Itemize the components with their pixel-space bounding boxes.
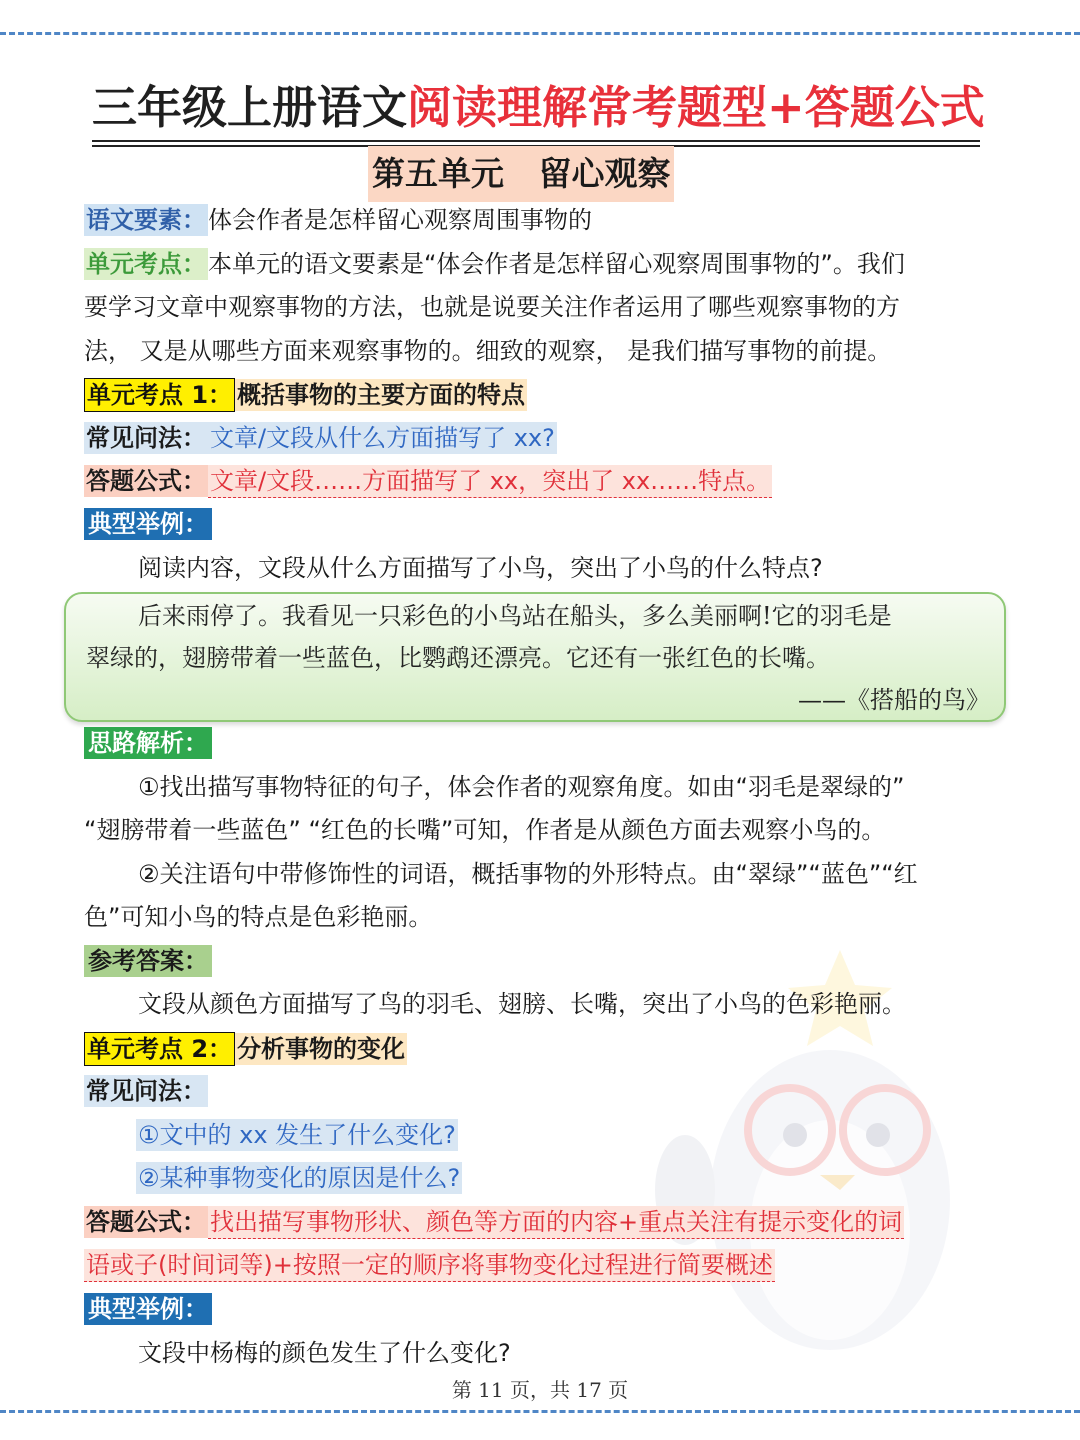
analysis2-line1: ②关注语句中带修饰性的词语，概括事物的外形特点。由“翠绿”“蓝色”“红 [138, 860, 918, 888]
passage-source: ——《搭船的鸟》 [798, 686, 990, 714]
elements-row [84, 204, 1000, 236]
point2-example-label: 典型举例： [84, 1293, 212, 1325]
unit-points-label: 单元考点： [86, 250, 206, 278]
point2-example-row [84, 1293, 1000, 1325]
elements-label: 语文要素： [86, 206, 206, 234]
unit-subtitle: 第五单元 留心观察 [368, 146, 674, 202]
point1-heading [84, 378, 1000, 412]
point2-formula-label: 答题公式： [86, 1208, 206, 1236]
title-underline [92, 140, 980, 142]
unit-points-line3: 法， 又是从哪些方面来观察事物的。细致的观察， 是我们描写事物的前提。 [84, 337, 892, 365]
point1-question-row [84, 422, 1000, 454]
bottom-dashed-border [0, 1410, 1080, 1413]
point2-question2-row [136, 1162, 1000, 1194]
point2-question-row [84, 1075, 1000, 1107]
point1-question-label: 常见问法： [86, 424, 206, 452]
analysis1-line2: “翅膀带着一些蓝色” “红色的长嘴”可知，作者是从颜色方面去观察小鸟的。 [84, 816, 886, 844]
point1-example-label: 典型举例： [84, 508, 212, 540]
passage-box [64, 592, 1006, 722]
point2-question1: ①文中的 xx 发生了什么变化? [138, 1121, 456, 1149]
top-dashed-border [0, 32, 1080, 35]
title-part1: 三年级上册语文 [92, 81, 408, 134]
point1-answer: 文段从颜色方面描写了鸟的羽毛、翅膀、长嘴，突出了小鸟的色彩艳丽。 [138, 990, 906, 1018]
analysis1-line1: ①找出描写事物特征的句子，体会作者的观察角度。如由“羽毛是翠绿的” [138, 773, 905, 801]
point2-label: 单元考点 2： [84, 1032, 235, 1066]
point1-formula-row [84, 465, 1000, 498]
passage-line1: 后来雨停了。我看见一只彩色的小鸟站在船头，多么美丽啊!它的羽毛是 [138, 602, 892, 630]
point1-question: 文章/文段从什么方面描写了 xx? [210, 424, 555, 452]
page-number: 第 11 页，共 17 页 [451, 1378, 629, 1402]
unit-points-line1 [84, 248, 1000, 280]
point2-question1-row [136, 1119, 1000, 1151]
page-title [92, 78, 985, 138]
point2-example-question: 文段中杨梅的颜色发生了什么变化? [138, 1339, 511, 1367]
title-part2: 阅读理解常考题型+答题公式 [407, 81, 985, 134]
point1-label: 单元考点 1： [84, 378, 235, 412]
point2-formula-row [84, 1206, 1000, 1239]
point2-title: 分析事物的变化 [237, 1035, 406, 1063]
point2-formula-line2: 语或子(时间词等)+按照一定的顺序将事物变化过程进行简要概述 [84, 1249, 775, 1282]
analysis2-line2: 色”可知小鸟的特点是色彩艳丽。 [84, 903, 433, 931]
point1-answer-label: 参考答案： [84, 945, 212, 977]
point2-formula-row2 [84, 1249, 1000, 1282]
point2-heading [84, 1032, 1000, 1066]
point1-formula-label: 答题公式： [86, 467, 206, 495]
point1-example-row [84, 508, 1000, 540]
point1-title: 概括事物的主要方面的特点 [237, 381, 526, 409]
unit-points-text1: 本单元的语文要素是“体会作者是怎样留心观察周围事物的”。我们 [208, 250, 905, 278]
point2-formula-line1: 找出描写事物形状、颜色等方面的内容+重点关注有提示变化的词 [208, 1206, 904, 1239]
point2-question-label: 常见问法： [86, 1077, 206, 1105]
point1-answer-row [84, 945, 1000, 977]
point1-analysis-row [84, 727, 1000, 759]
point1-example-question: 阅读内容，文段从什么方面描写了小鸟，突出了小鸟的什么特点? [138, 554, 823, 582]
unit-points-line2: 要学习文章中观察事物的方法，也就是说要关注作者运用了哪些观察事物的方 [84, 293, 900, 321]
point1-analysis-label: 思路解析： [84, 727, 212, 759]
point2-question2: ②某种事物变化的原因是什么? [138, 1164, 461, 1192]
passage-line2: 翠绿的，翅膀带着一些蓝色，比鹦鹉还漂亮。它还有一张红色的长嘴。 [86, 644, 830, 672]
elements-text: 体会作者是怎样留心观察周围事物的 [208, 206, 592, 234]
point1-formula: 文章/文段……方面描写了 xx，突出了 xx……特点。 [208, 465, 772, 498]
